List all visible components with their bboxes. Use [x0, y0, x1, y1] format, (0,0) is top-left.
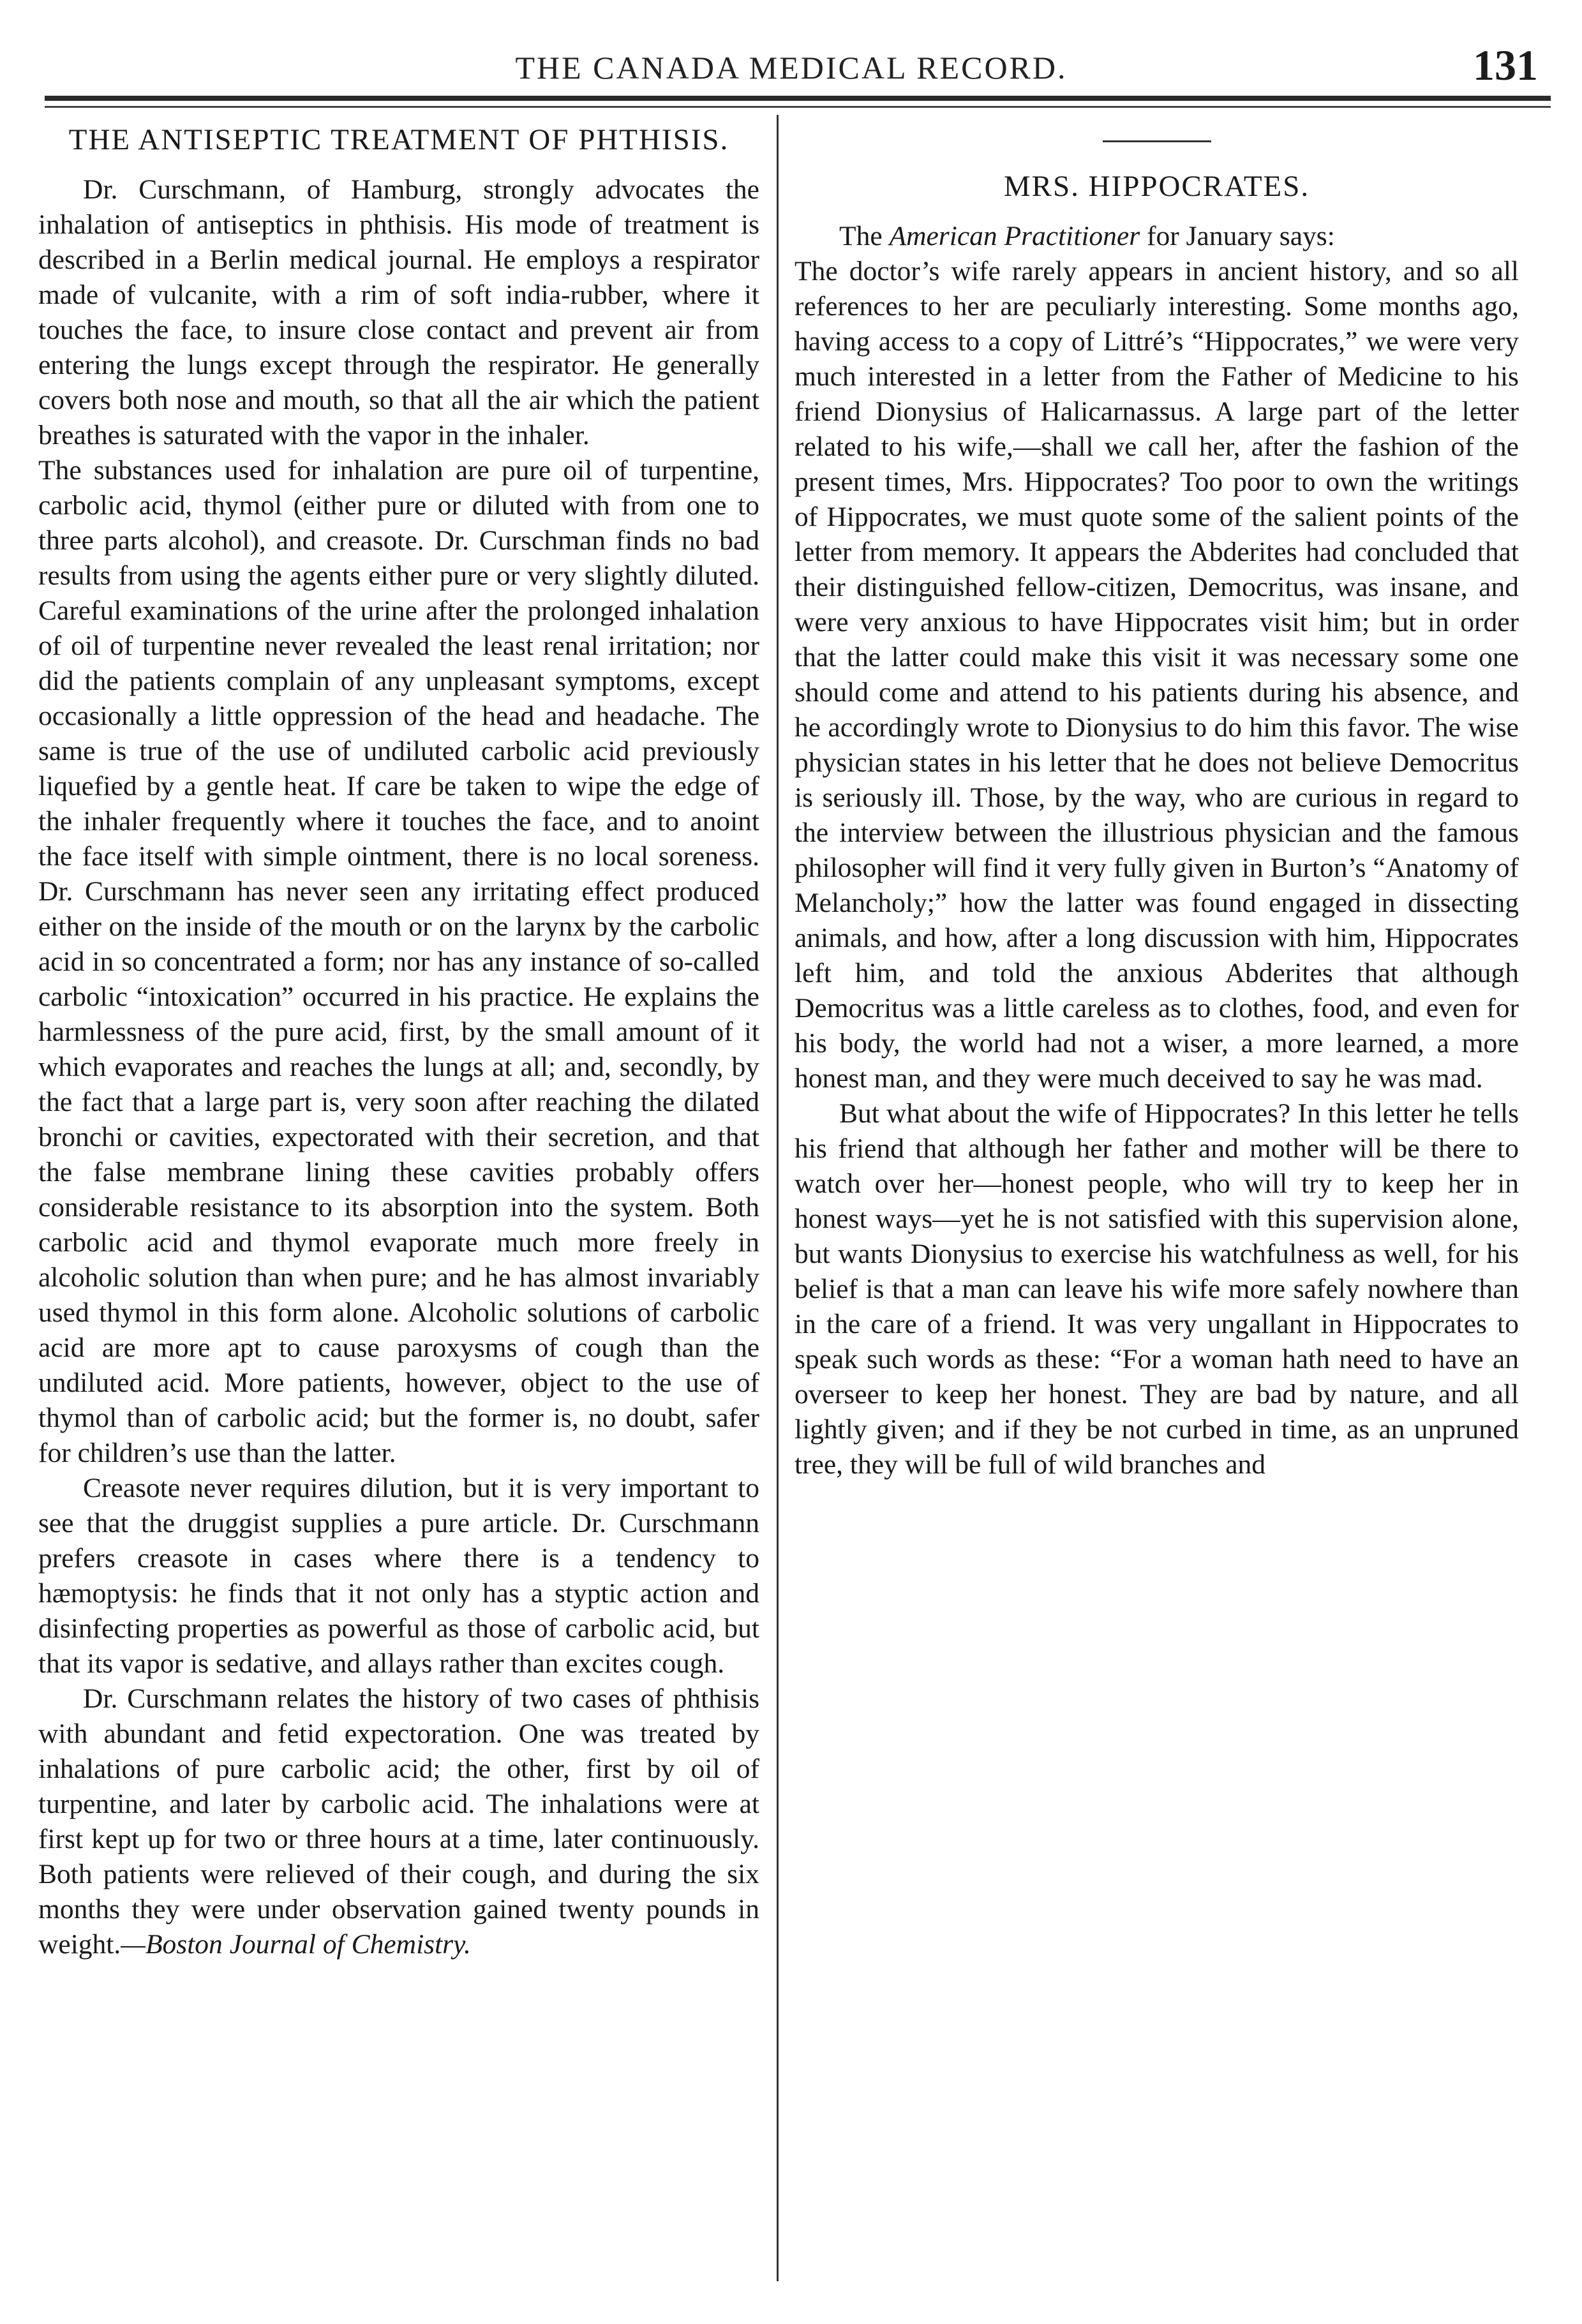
right-column — [795, 121, 1519, 1482]
article2-intro-pre: The — [839, 221, 890, 251]
article-title-hippocrates: MRS. HIPPOCRATES. — [1003, 170, 1310, 203]
article2-paragraph-2: But what about the wife of Hippocrates? In this letter he tells his friend that although her father and mother will be there to watch over her—honest people, who will try to keep her in honest ways—yet he is not satisfied with this supervision alone, but wants Dionysius to exercise his watchfulness as well, for his belief is that a man can leave his wife more safely nowhere than in the care of a friend. It was very ungallant in Hippocrates to speak such words as these: “For a woman hath need to have an overseer to keep her honest. They are bad by nature, and all lightly given; and if they be not curbed in time, as an unpruned tree, they will be full of wild branches and — [795, 1098, 1519, 1480]
article2-intro-post: for January says: — [1140, 221, 1335, 251]
column-divider — [777, 115, 779, 2281]
article-separator-rule — [1103, 140, 1211, 142]
article1-paragraph-2: The substances used for inhalation are pure oil of turpentine, carbolic acid, thymol (either pure or diluted with from one to three parts alcohol), and creasote. Dr. Curschman finds no bad results from using the agents either pure or very slightly diluted. Careful examinations of the urine after the prolonged inhalation of oil of turpentine never revealed the least renal irritation; nor did the patients complain of any unpleasant symptoms, except occasionally a little oppression of the head and headache. The same is true of the use of undiluted carbolic acid previously liquefied by a gentle heat. If care be taken to wipe the edge of the inhaler frequently where it touches the face, and to anoint the face itself with simple ointment, there is no local soreness. Dr. Curschmann has never seen any irritating effect produced either on the inside of the mouth or on the larynx by the carbolic acid in so concentrated a form; nor has any instance of so-called carbolic “intoxication” occurred in his practice. He explains the harmlessness of the pure acid, first, by the small amount of it which evaporates and reaches the lungs at all; and, secondly, by the fact that a large part is, very soon after reaching the dilated bronchi or cavities, expectorated with their secretion, and that the false membrane lining these cavities probably offers considerable resistance to its absorption into the system. Both carbolic acid and thymol evaporate much more freely in alcoholic solution than when pure; and he has almost invariably used thymol in this form alone. Alcoholic solutions of carbolic acid are more apt to cause paroxysms of cough than the undiluted acid. More patients, however, object to the use of thymol than of carbolic acid; but the former is, no doubt, safer for children’s use than the latter. — [38, 455, 759, 1468]
article1-paragraph-4-text: Dr. Curschmann relates the history of two cases of phthisis with abundant and fetid expectoration. One was treated by inhalations of pure carbolic acid; the other, first by oil of turpentine, and later by carbolic acid. The inhalations were at first kept up for two or three hours at a time, later continuously. Both patients were relieved of their cough, and during the six months they were under observation gained twenty pounds in weight. — [38, 1683, 759, 1960]
article1-paragraph-1: Dr. Curschmann, of Hamburg, strongly advocates the inhalation of antiseptics in phthisis. His mode of treatment is described in a Berlin medical journal. He employs a respirator made of vulcanite, with a rim of soft india-rubber, where it touches the face, to insure close contact and prevent air from entering the lungs except through the respirator. He generally covers both nose and mouth, so that all the air which the patient breathes is saturated with the vapor in the inhaler. — [38, 174, 759, 451]
article2-paragraph-1: The doctor’s wife rarely appears in ancient history, and so all references to her are peculiarly interesting. Some months ago, having access to a copy of Littré’s “Hippocrates,” we were very much interested in a letter from the Father of Medicine to his friend Dionysius of Halicarnassus. A large part of the letter related to his wife,—shall we call her, after the fashion of the present times, Mrs. Hippocrates? Too poor to own the writings of Hippocrates, we must quote some of the salient points of the letter from memory. It appears the Abderites had concluded that their distinguished fellow-citizen, Democritus, was insane, and were very anxious to have Hippocrates visit him; but in order that the latter could make this visit it was necessary some one should come and attend to his patients during his absence, and he accordingly wrote to Dionysius to do him this favor. The wise physician states in his letter that he does not believe Democritus is seriously ill. Those, by the way, who are curious in regard to the interview between the illustrious physician and the famous philosopher will find it very fully given in Burton’s “Anatomy of Melancholy;” how the latter was found engaged in dissecting animals, and how, after a long discussion with him, Hippocrates left him, and told the anxious Abderites that although Democritus was a little careless as to clothes, food, and even for his body, the world had not a wiser, a more learned, a more honest man, and they were much deceived to say he was mad. — [795, 256, 1519, 1094]
article1-paragraph-4 — [38, 1681, 759, 1962]
header-rule-thin — [45, 106, 1551, 108]
running-header — [45, 35, 1538, 93]
article2-intro-journal: American Practitioner — [889, 221, 1140, 251]
running-title: THE CANADA MEDICAL RECORD. — [515, 50, 1068, 86]
article1-paragraph-3: Creasote never requires dilution, but it is very important to see that the druggist supplies a pure article. Dr. Curschmann prefers creasote in cases where there is a tendency to hæmoptysis: he finds that it not only has a styptic action and disinfecting properties as powerful as those of carbolic acid, but that its vapor is sedative, and allays rather than excites cough. — [38, 1473, 759, 1679]
header-rule-thick — [45, 96, 1551, 101]
article-title-antiseptic: THE ANTISEPTIC TREATMENT OF PHTHISIS. — [68, 123, 729, 156]
left-column — [38, 121, 759, 1962]
article1-source: —Boston Journal of Chemistry. — [121, 1929, 471, 1960]
page-number: 131 — [1473, 41, 1538, 89]
article2-intro — [795, 219, 1519, 254]
